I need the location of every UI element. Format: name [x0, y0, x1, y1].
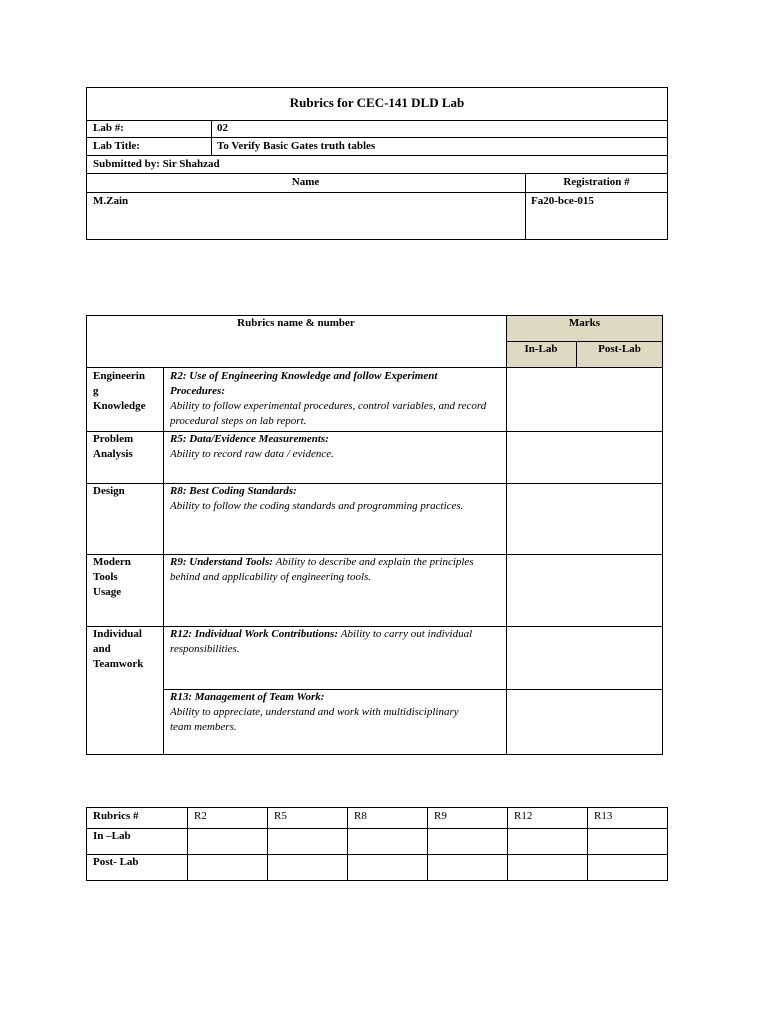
score-col-r9: R9 [434, 810, 447, 822]
rubric-r12-text [170, 627, 490, 657]
rubric-r9-text [170, 555, 480, 585]
rubric-r12-desc: Ability to carry out individual responsibilities. [170, 628, 473, 655]
page-title: Rubrics for CEC-141 DLD Lab [289, 95, 465, 110]
lab-no-value: 02 [217, 122, 228, 134]
rubric-r5-desc: Ability to record raw data / evidence. [170, 448, 334, 460]
rubric-r5-title: R5: Data/Evidence Measurements: [170, 433, 329, 445]
student-registration: Fa20-bce-015 [531, 195, 594, 207]
rubric-r9-title: R9: Understand Tools: [170, 556, 273, 568]
category-modern-tools-usage: Modern Tools Usage [93, 556, 131, 598]
score-col-r13: R13 [594, 810, 613, 822]
rubric-r12-title: R12: Individual Work Contributions: [170, 628, 339, 640]
scores-row-postlab: Post- Lab [93, 856, 139, 868]
rubrics-name-header: Rubrics name & number [237, 317, 355, 329]
rubric-r13-title: R13: Management of Team Work: [170, 691, 325, 703]
scores-table [86, 807, 668, 881]
category-design: Design [93, 485, 125, 497]
lab-title-label: Lab Title: [93, 140, 140, 152]
lab-title-value: To Verify Basic Gates truth tables [217, 140, 376, 152]
rubric-r2-title: R2: Use of Engineering Knowledge and follow Experiment Procedures: [170, 370, 438, 397]
score-col-r8: R8 [354, 810, 367, 822]
marks-header: Marks [568, 317, 601, 329]
submitted-by: Submitted by: Sir Shahzad [93, 158, 220, 170]
rubric-r9-desc: Ability to describe and explain the principles behind and applicability of engineering tools. [170, 556, 474, 583]
student-name: M.Zain [93, 195, 129, 207]
scores-row-inlab: In –Lab [93, 830, 131, 842]
category-problem-analysis: Problem Analysis [93, 433, 134, 460]
category-engineering-knowledge: Engineerin g Knowledge [93, 370, 146, 412]
rubric-r8-desc: Ability to follow the coding standards and programming practices. [170, 500, 464, 512]
category-individual-teamwork: Individual and Teamwork [93, 628, 144, 670]
rubric-r8-title: R8: Best Coding Standards: [170, 485, 297, 497]
rubric-r13-desc: Ability to appreciate, understand and work with multidisciplinary team members. [170, 706, 459, 733]
score-col-r5: R5 [274, 810, 287, 822]
in-lab-header: In-Lab [524, 343, 558, 355]
scores-header-label: Rubrics # [93, 810, 139, 822]
registration-header: Registration # [563, 176, 630, 188]
rubric-r2-desc: Ability to follow experimental procedures, control variables, and record procedural steps on lab report. [170, 400, 487, 427]
score-col-r2: R2 [194, 810, 207, 822]
name-header: Name [291, 176, 320, 188]
lab-no-label: Lab #: [93, 122, 124, 134]
score-col-r12: R12 [514, 810, 533, 822]
post-lab-header: Post-Lab [598, 343, 641, 355]
